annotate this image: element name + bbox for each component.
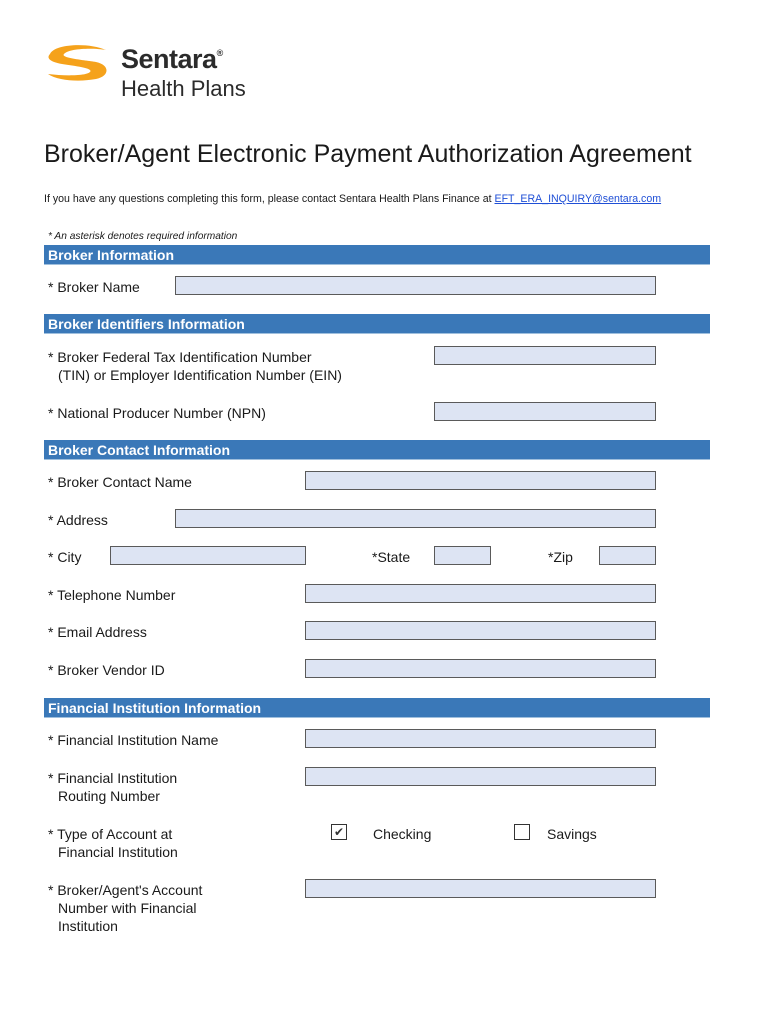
page-title: Broker/Agent Electronic Payment Authorization Agreement [44, 140, 692, 168]
section-header-financial-institution: Financial Institution Information [44, 698, 710, 718]
state-field[interactable] [434, 546, 491, 565]
intro-sentence: If you have any questions completing this form, please contact Sentara Health Plans Finance at [44, 193, 495, 205]
telephone-field[interactable] [305, 584, 656, 603]
account-number-label-line1: * Broker/Agent's Account [48, 882, 203, 898]
logo-subtitle: Health Plans [121, 76, 246, 101]
zip-field[interactable] [599, 546, 656, 565]
city-field[interactable] [110, 546, 306, 565]
vendor-id-field[interactable] [305, 659, 656, 678]
account-number-label-line2: Number with Financial [58, 900, 197, 916]
sentara-logo-icon [44, 42, 114, 82]
contact-name-label: * Broker Contact Name [48, 474, 192, 490]
vendor-id-label: * Broker Vendor ID [48, 662, 165, 678]
npn-field[interactable] [434, 402, 656, 421]
savings-checkbox[interactable] [514, 824, 530, 840]
account-number-field[interactable] [305, 879, 656, 898]
state-label: *State [372, 549, 411, 565]
email-field[interactable] [305, 621, 656, 640]
contact-name-field[interactable] [305, 471, 656, 490]
checking-label: Checking [373, 826, 432, 842]
telephone-label: * Telephone Number [48, 587, 176, 603]
section-header-broker-identifiers: Broker Identifiers Information [44, 314, 710, 334]
registered-mark: ® [216, 48, 223, 58]
email-label: * Email Address [48, 624, 147, 640]
address-field[interactable] [175, 509, 656, 528]
npn-label: * National Producer Number (NPN) [48, 405, 266, 421]
intro-text [44, 193, 661, 205]
section-header-broker-contact: Broker Contact Information [44, 440, 710, 460]
section-header-broker-information: Broker Information [44, 245, 710, 265]
routing-number-field[interactable] [305, 767, 656, 786]
zip-label: *Zip [548, 549, 573, 565]
account-number-label-line3: Institution [58, 918, 118, 934]
broker-name-label: * Broker Name [48, 279, 140, 295]
logo-name-text: Sentara [121, 44, 217, 74]
checking-checkbox[interactable] [331, 824, 347, 840]
required-note: * An asterisk denotes required information [48, 231, 238, 242]
account-type-label-line2: Financial Institution [58, 844, 178, 860]
institution-name-label: * Financial Institution Name [48, 732, 219, 748]
tin-ein-field[interactable] [434, 346, 656, 365]
routing-label-line2: Routing Number [58, 788, 160, 804]
account-type-label-line1: * Type of Account at [48, 826, 173, 842]
city-label: * City [48, 549, 82, 565]
savings-label: Savings [547, 826, 597, 842]
finance-email-link[interactable]: EFT_ERA_INQUIRY@sentara.com [494, 193, 662, 205]
checkmark-icon: ✔ [333, 825, 345, 839]
broker-name-field[interactable] [175, 276, 656, 295]
address-label: * Address [48, 512, 108, 528]
tin-label-line2: (TIN) or Employer Identification Number (EIN) [58, 367, 342, 383]
institution-name-field[interactable] [305, 729, 656, 748]
tin-label-line1: * Broker Federal Tax Identification Number [48, 349, 312, 365]
logo-name [121, 44, 223, 75]
routing-label-line1: * Financial Institution [48, 770, 178, 786]
